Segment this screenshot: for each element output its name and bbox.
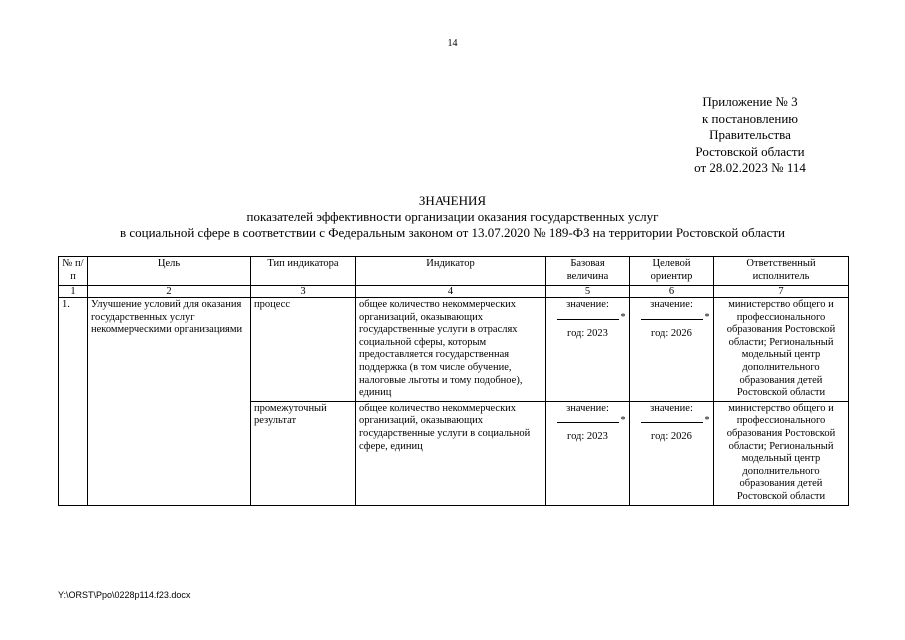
title-heading: ЗНАЧЕНИЯ bbox=[418, 193, 487, 208]
target-year: год: 2026 bbox=[651, 327, 692, 339]
appendix-line: Правительства bbox=[709, 127, 791, 142]
responsible-cell: министерство общего и профессионального образования Ростовской области; Региональный модельный центр дополнительного образования детей Ростовской области bbox=[714, 401, 849, 505]
col-number: 4 bbox=[356, 286, 546, 298]
footnote-mark: * bbox=[620, 415, 626, 427]
column-numbers-row bbox=[59, 286, 849, 298]
appendix-line: Ростовской области bbox=[695, 143, 805, 159]
header-responsible: Ответственный исполнитель bbox=[714, 257, 849, 286]
header-base: Базовая величина bbox=[546, 257, 630, 286]
footnote-mark: * bbox=[704, 415, 710, 427]
col-number: 5 bbox=[546, 286, 630, 298]
col-number: 6 bbox=[630, 286, 714, 298]
file-path-footer: Y:\ORST\Ppo\0228p114.f23.docx bbox=[58, 590, 191, 600]
value-blank-line bbox=[557, 311, 626, 323]
header-indicator: Индикатор bbox=[356, 257, 546, 286]
col-number: 3 bbox=[251, 286, 356, 298]
target-value-cell bbox=[630, 298, 714, 402]
title-line-1: показателей эффективности организации оказания государственных услуг bbox=[246, 209, 659, 224]
responsible-cell: министерство общего и профессионального образования Ростовской области; Региональный модельный центр дополнительного образования детей Ростовской области bbox=[714, 298, 849, 402]
appendix-block bbox=[650, 94, 850, 177]
title-line-2: в социальной сфере в соответствии с Федеральным законом от 13.07.2020 № 189-ФЗ на территории Ростовской области bbox=[119, 225, 785, 240]
target-value-label: значение: bbox=[650, 402, 693, 414]
col-number: 7 bbox=[714, 286, 849, 298]
col-number: 2 bbox=[88, 286, 251, 298]
footnote-mark: * bbox=[704, 311, 710, 323]
appendix-line: Приложение № 3 bbox=[702, 94, 798, 109]
target-value-cell bbox=[630, 401, 714, 505]
target-value-label: значение: bbox=[650, 299, 693, 310]
indicator-cell: общее количество некоммерческих организаций, оказывающих государственные услуги в отраслях социальной сферы, которым предоставляется государственная поддержка (в том числе обучение, налоговые льготы и тому подобное), единиц bbox=[356, 298, 546, 402]
header-goal: Цель bbox=[88, 257, 251, 286]
footnote-mark: * bbox=[620, 311, 626, 323]
appendix-line: от 28.02.2023 № 114 bbox=[694, 160, 806, 175]
header-type: Тип индикатора bbox=[251, 257, 356, 286]
header-target: Целевой ориентир bbox=[630, 257, 714, 286]
base-year: год: 2023 bbox=[567, 327, 608, 339]
document-title bbox=[0, 193, 905, 241]
indicator-cell: общее количество некоммерческих организаций, оказывающих государственные услуги в социальной сфере, единиц bbox=[356, 401, 546, 505]
col-number: 1 bbox=[59, 286, 88, 298]
base-value-cell bbox=[546, 298, 630, 402]
value-blank-line bbox=[557, 415, 626, 427]
indicator-type-cell: промежуточный результат bbox=[251, 401, 356, 505]
table-header-row bbox=[59, 257, 849, 286]
indicators-table bbox=[58, 256, 849, 506]
indicator-type-cell: процесс bbox=[251, 298, 356, 402]
appendix-line: к постановлению bbox=[701, 110, 799, 126]
table-row bbox=[59, 298, 849, 402]
value-blank-line bbox=[641, 415, 710, 427]
row-number: 1. bbox=[59, 298, 88, 506]
base-value-cell bbox=[546, 401, 630, 505]
base-year: год: 2023 bbox=[567, 431, 608, 443]
target-year: год: 2026 bbox=[651, 431, 692, 443]
goal-cell: Улучшение условий для оказания государственных услуг некоммерческими организациями bbox=[88, 298, 251, 506]
header-num: № п/п bbox=[59, 257, 88, 286]
page-number: 14 bbox=[447, 38, 458, 49]
base-value-label: значение: bbox=[566, 402, 609, 414]
base-value-label: значение: bbox=[566, 299, 609, 310]
value-blank-line bbox=[641, 311, 710, 323]
